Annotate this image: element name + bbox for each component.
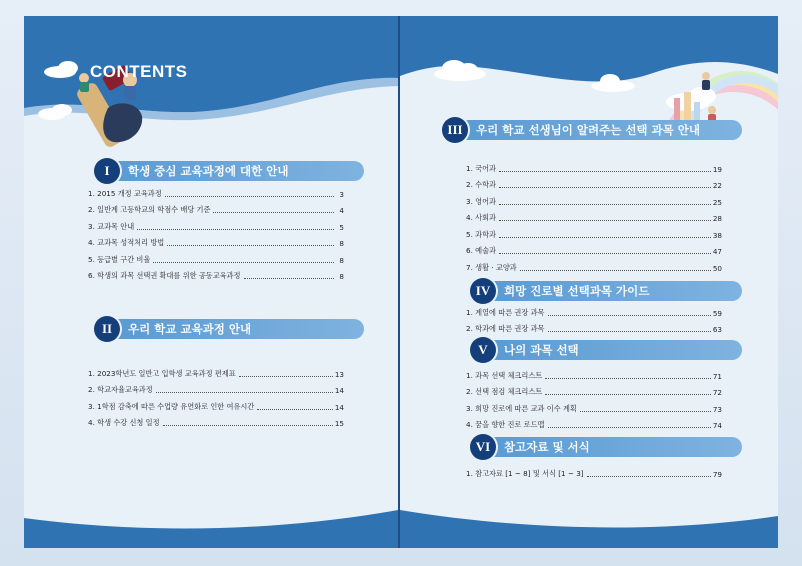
right-footer-wave: [400, 488, 778, 548]
dot-leader: [545, 378, 711, 379]
section-numeral-badge: V: [470, 337, 496, 363]
toc-list-section-1: [88, 182, 344, 281]
toc-entry[interactable]: [466, 364, 722, 381]
toc-entry-label: 1. 참고자료 [1 ~ 8] 및 서식 [1 ~ 3]: [466, 468, 584, 478]
dot-leader: [587, 476, 711, 477]
toc-entry-label: 7. 생활 · 교양과: [466, 262, 517, 272]
toc-entry-label: 4. 교과목 성적처리 방법: [88, 238, 165, 247]
section-heading-4: [470, 280, 742, 302]
section-title: 우리 학교 교육과정 안내: [128, 322, 252, 336]
toc-entry-page: 15: [334, 419, 344, 428]
toc-entry-label: 2. 수학과: [466, 180, 496, 189]
dot-leader: [545, 394, 711, 395]
toc-entry-label: 2. 학교자율교육과정: [88, 385, 153, 394]
toc-list-section-2: [88, 362, 344, 428]
dot-leader: [548, 427, 711, 428]
toc-entry[interactable]: [88, 232, 344, 249]
toc-entry-label: 3. 교과목 안내: [88, 221, 135, 231]
dot-leader: [163, 425, 333, 426]
toc-entry-page: 47: [712, 247, 722, 256]
dot-leader: [499, 253, 711, 254]
dot-leader: [520, 270, 711, 271]
toc-entry-label: 2. 학과에 따른 권장 과목: [466, 324, 545, 333]
section-numeral-badge: II: [94, 316, 120, 342]
toc-entry[interactable]: [88, 379, 344, 396]
toc-entry-label: 5. 등급별 구간 비율: [88, 254, 151, 264]
section-numeral-badge: VI: [470, 434, 496, 460]
contents-title: CONTENTS: [90, 62, 188, 81]
dot-leader: [499, 187, 711, 188]
left-footer-wave: [24, 488, 398, 548]
toc-entry-label: 6. 예술과: [466, 246, 496, 255]
dot-leader: [165, 196, 334, 197]
toc-entry-page: 22: [712, 181, 722, 190]
dot-leader: [499, 220, 711, 221]
toc-entry-page: 73: [712, 404, 722, 414]
toc-entry[interactable]: [466, 174, 722, 191]
dot-leader: [156, 392, 333, 393]
dot-leader: [548, 331, 711, 332]
toc-entry-label: 3. 1학점 감축에 따른 수업량 유연화로 인한 여유시간: [88, 401, 255, 411]
toc-entry-page: 14: [334, 402, 344, 412]
toc-entry[interactable]: [466, 381, 722, 398]
section-numeral-badge: III: [442, 117, 468, 143]
toc-entry[interactable]: [88, 412, 344, 429]
dot-leader: [167, 245, 334, 246]
toc-entry-page: 25: [712, 197, 722, 207]
toc-entry[interactable]: [466, 301, 722, 318]
toc-entry[interactable]: [466, 318, 722, 335]
cloud-icon: [588, 72, 638, 94]
toc-entry[interactable]: [466, 190, 722, 207]
toc-entry[interactable]: [88, 395, 344, 412]
dot-leader: [137, 229, 334, 230]
toc-entry[interactable]: [88, 215, 344, 232]
toc-entry-page: 79: [712, 469, 722, 479]
toc-entry-page: 14: [334, 386, 344, 395]
toc-entry-page: 74: [712, 421, 722, 430]
section-numeral-badge: IV: [470, 278, 496, 304]
toc-entry-page: 8: [339, 255, 344, 265]
left-page: [24, 16, 398, 548]
toc-entry-page: 8: [339, 239, 344, 248]
dot-leader: [213, 212, 334, 213]
toc-entry[interactable]: [466, 207, 722, 224]
toc-entry-page: 8: [339, 272, 344, 281]
section-title: 참고자료 및 서식: [504, 440, 590, 454]
toc-entry-label: 1. 2015 개정 교육과정: [88, 188, 162, 198]
dot-leader: [499, 204, 711, 205]
dot-leader: [499, 237, 711, 238]
toc-list-section-5: [466, 364, 722, 430]
toc-entry[interactable]: [88, 265, 344, 282]
toc-entry-label: 3. 영어과: [466, 196, 496, 206]
toc-entry[interactable]: [466, 462, 722, 479]
section-title: 나의 과목 선택: [504, 343, 579, 357]
section-heading-1: [94, 160, 364, 182]
toc-entry-page: 38: [712, 230, 722, 240]
section-heading-6: [470, 436, 742, 458]
section-heading-2: [94, 318, 364, 340]
toc-entry-page: 3: [339, 189, 344, 199]
toc-entry-page: 5: [339, 222, 344, 232]
section-heading-5: [470, 339, 742, 361]
toc-list-section-3: [466, 157, 722, 273]
toc-list-section-4: [466, 301, 722, 334]
dot-leader: [580, 411, 711, 412]
toc-entry[interactable]: [466, 240, 722, 257]
section-heading-3: [442, 119, 742, 141]
toc-entry-label: 4. 꿈을 향한 진로 로드맵: [466, 420, 545, 429]
dot-leader: [153, 262, 334, 263]
toc-entry[interactable]: [466, 256, 722, 273]
toc-entry-label: 1. 계열에 따른 권장 과목: [466, 307, 545, 317]
toc-entry-page: 4: [339, 206, 344, 215]
toc-entry-page: 71: [712, 371, 722, 381]
section-title: 희망 진로별 선택과목 가이드: [504, 284, 650, 298]
toc-entry[interactable]: [88, 182, 344, 199]
toc-entry-page: 63: [712, 325, 722, 334]
section-title: 우리 학교 선생님이 알려주는 선택 과목 안내: [476, 123, 700, 137]
toc-entry-label: 1. 국어과: [466, 163, 496, 173]
toc-list-section-6: [466, 462, 722, 479]
toc-entry-page: 13: [334, 369, 344, 379]
toc-entry-label: 3. 희망 진로에 따른 교과 이수 계획: [466, 403, 577, 413]
toc-entry-page: 28: [712, 214, 722, 223]
toc-entry-page: 19: [712, 164, 722, 174]
rainbow-illustration: [648, 36, 778, 132]
toc-entry[interactable]: [466, 397, 722, 414]
toc-entry-page: 72: [712, 388, 722, 397]
dot-leader: [548, 315, 711, 316]
section-title: 학생 중심 교육과정에 대한 안내: [128, 164, 289, 178]
toc-entry-label: 6. 학생의 과목 선택권 확대를 위한 공동교육과정: [88, 271, 241, 280]
toc-entry-label: 2. 선택 점검 체크리스트: [466, 387, 543, 396]
toc-entry[interactable]: [88, 248, 344, 265]
toc-entry-label: 4. 학생 수강 신청 일정: [88, 418, 160, 427]
dot-leader: [239, 376, 333, 377]
dot-leader: [244, 278, 335, 279]
toc-entry-label: 1. 과목 선택 체크리스트: [466, 370, 543, 380]
section-numeral-badge: I: [94, 158, 120, 184]
toc-entry[interactable]: [466, 223, 722, 240]
dot-leader: [257, 409, 333, 410]
toc-entry-label: 1. 2023학년도 일반고 입학생 교육과정 편제표: [88, 368, 236, 378]
toc-entry[interactable]: [466, 157, 722, 174]
dot-leader: [499, 171, 711, 172]
toc-entry-label: 4. 사회과: [466, 213, 496, 222]
toc-entry[interactable]: [466, 414, 722, 431]
toc-entry-label: 2. 일반계 고등학교의 학점수 배당 기준: [88, 205, 211, 214]
toc-entry-page: 59: [712, 308, 722, 318]
toc-entry-label: 5. 과학과: [466, 229, 496, 239]
cloud-icon: [430, 58, 490, 82]
toc-entry-page: 50: [712, 263, 722, 273]
toc-entry[interactable]: [88, 362, 344, 379]
right-page: [400, 16, 778, 548]
toc-entry[interactable]: [88, 199, 344, 216]
